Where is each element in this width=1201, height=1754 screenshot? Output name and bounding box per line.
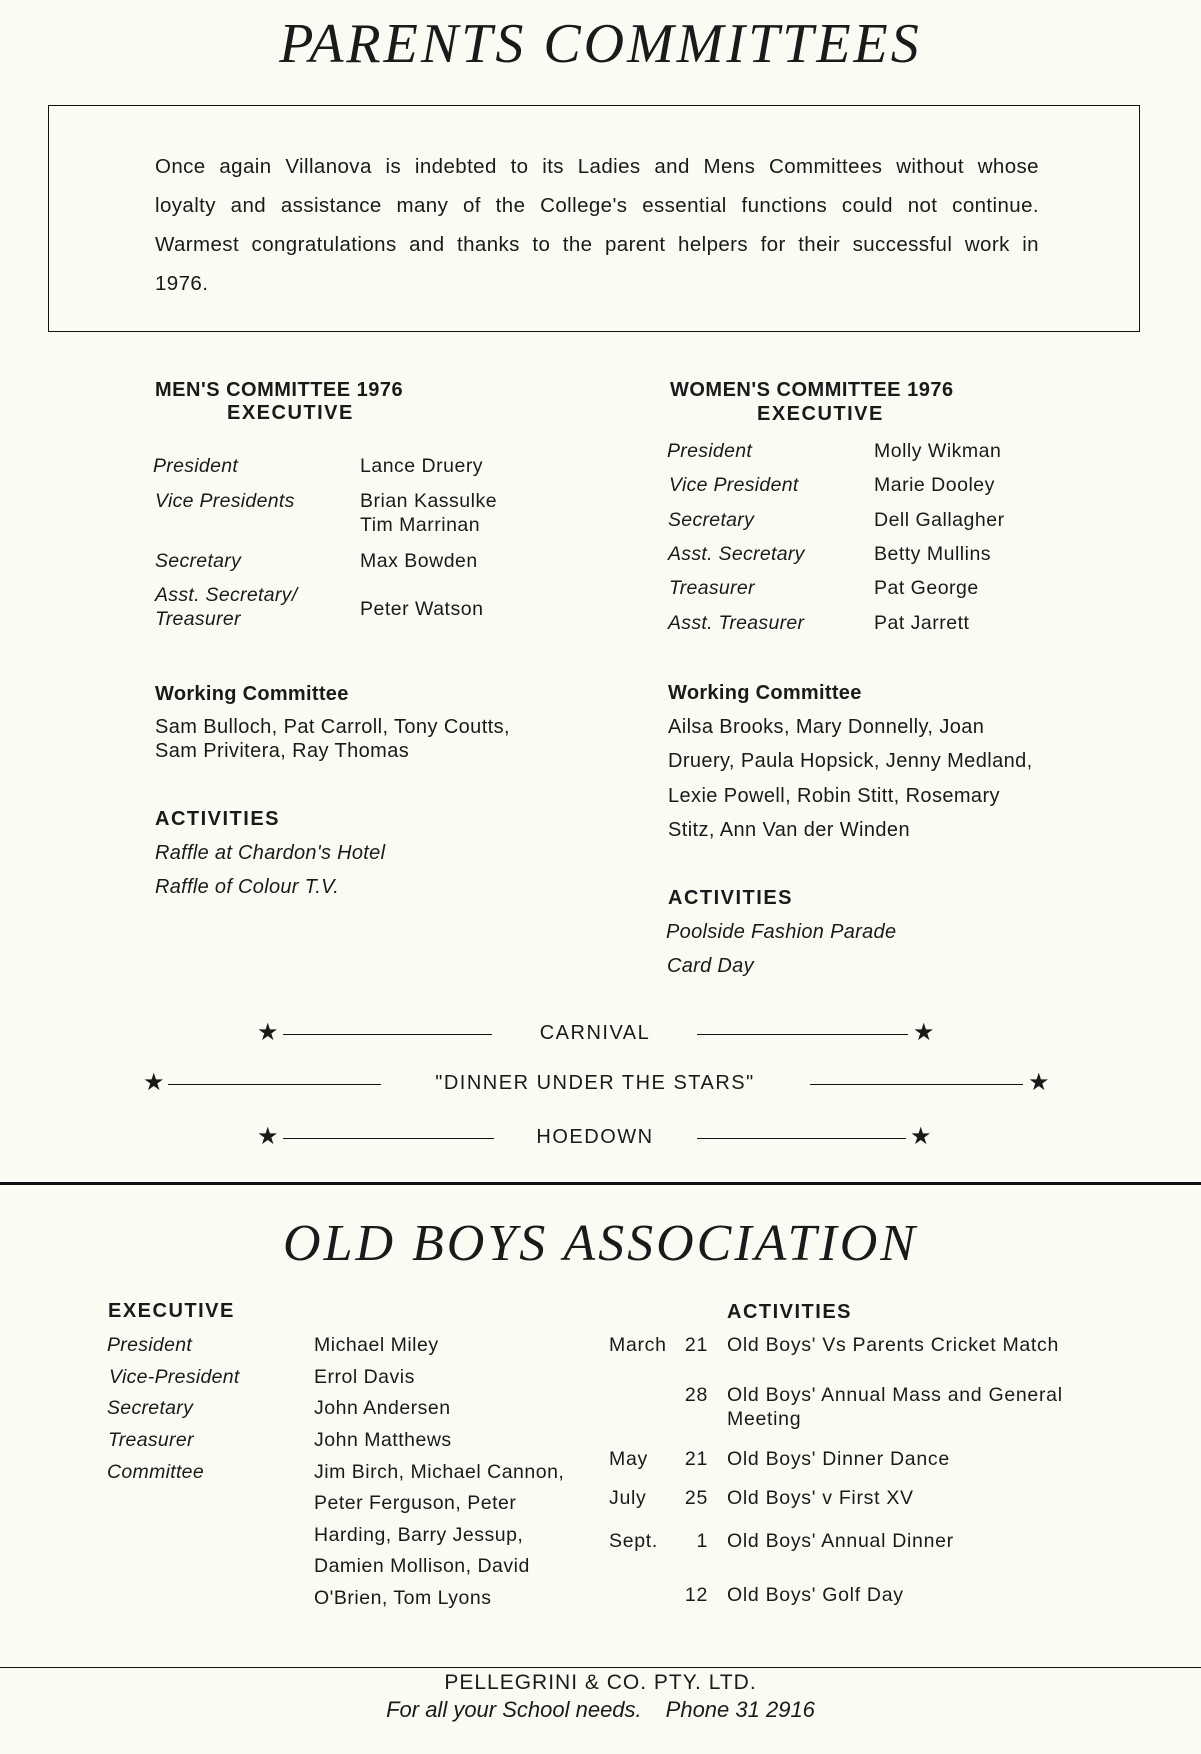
footer-company: PELLEGRINI & CO. PTY. LTD. [444,1671,757,1694]
intro-box [48,105,1140,332]
role-value: Betty Mullins [874,543,992,565]
role-value: Brian Kassulke [360,490,498,512]
activities-heading: ACTIVITIES [727,1301,853,1323]
role-value: Pat Jarrett [874,612,970,634]
divider-line [697,1034,908,1035]
womens-working-heading: Working Committee [668,682,862,704]
role-label: Vice President [669,474,799,496]
star-icon: ★ [1028,1069,1050,1096]
intro-line: Once again Villanova is indebted to its Ladies and Mens Committees without whose [155,155,1039,178]
mens-working-heading: Working Committee [155,683,349,705]
role-label: Vice Presidents [155,490,295,512]
role-value: Marie Dooley [874,474,995,496]
intro-line: Warmest congratulations and thanks to the parent helpers for their successful work in [155,233,1039,256]
page-title: PARENTS COMMITTEES [279,13,922,75]
activity-month: May [609,1448,648,1470]
activity-month: March [609,1334,667,1356]
section-divider [0,1182,1201,1185]
activity-event: Old Boys' v First XV [727,1487,914,1509]
womens-working-line: Ailsa Brooks, Mary Donnelly, Joan [668,716,985,738]
activity-day: 21 [684,1334,708,1356]
womens-working-line: Stitz, Ann Van der Winden [668,819,910,841]
mens-working-line: Sam Bulloch, Pat Carroll, Tony Coutts, [155,716,510,738]
activity-event: Old Boys' Annual Dinner [727,1530,954,1552]
mens-activity: Raffle at Chardon's Hotel [155,842,386,864]
committee-line: O'Brien, Tom Lyons [314,1587,492,1609]
mens-activities-heading: ACTIVITIES [155,808,281,830]
activity-day: 1 [696,1530,708,1552]
executive-heading: EXECUTIVE [108,1300,235,1322]
role-label: Asst. Secretary/ [155,584,298,606]
role-value: Dell Gallagher [874,509,1005,531]
divider-line [283,1034,492,1035]
role-value: Lance Druery [360,455,484,477]
star-icon: ★ [913,1019,935,1046]
womens-executive-heading: EXECUTIVE [757,403,884,425]
role-value: John Matthews [314,1429,452,1451]
womens-activity: Poolside Fashion Parade [666,921,897,943]
divider-line [810,1084,1023,1085]
activity-day: 25 [684,1487,708,1509]
activity-month: Sept. [609,1530,659,1552]
activity-event: Meeting [727,1408,802,1430]
role-label: Secretary [107,1397,194,1419]
role-label: Vice-President [109,1366,240,1388]
committee-line: Harding, Barry Jessup, [314,1524,524,1546]
divider-line [283,1138,494,1139]
role-label: Treasurer [108,1429,194,1451]
role-label: President [153,455,239,477]
role-value: Jim Birch, Michael Cannon, [314,1461,565,1483]
role-label: Asst. Treasurer [668,612,805,634]
activity-month: July [609,1487,647,1509]
womens-working-line: Lexie Powell, Robin Stitt, Rosemary [668,785,1000,807]
role-label: Treasurer [669,577,755,599]
footer-divider [0,1667,1201,1668]
footer-tagline: For all your School needs. [386,1697,642,1722]
activity-day: 28 [684,1384,708,1406]
activity-day: 21 [684,1448,708,1470]
star-icon: ★ [257,1123,279,1150]
event-hoedown: HOEDOWN [536,1126,654,1148]
star-icon: ★ [257,1019,279,1046]
committee-line: Damien Mollison, David [314,1555,530,1577]
mens-committee-heading: MEN'S COMMITTEE 1976 [155,379,404,401]
mens-executive-heading: EXECUTIVE [227,402,354,424]
role-value: Pat George [874,577,979,599]
activity-event: Old Boys' Dinner Dance [727,1448,950,1470]
section-title: OLD BOYS ASSOCIATION [283,1215,918,1272]
role-value: Molly Wikman [874,440,1002,462]
footer-phone: Phone 31 2916 [665,1697,815,1722]
role-value: Errol Davis [314,1366,415,1388]
womens-activity: Card Day [667,955,754,977]
role-value: Max Bowden [360,550,478,572]
intro-line: loyalty and assistance many of the College's essential functions could not continue. [155,194,1039,217]
star-icon: ★ [143,1069,165,1096]
intro-line: 1976. [155,272,209,295]
womens-working-line: Druery, Paula Hopsick, Jenny Medland, [668,750,1033,772]
role-label: Secretary [155,550,242,572]
role-value: Tim Marrinan [360,514,481,536]
role-label: Treasurer [155,608,241,630]
event-carnival: CARNIVAL [539,1022,651,1044]
divider-line [168,1084,381,1085]
role-label: Asst. Secretary [668,543,805,565]
activity-event: Old Boys' Vs Parents Cricket Match [727,1334,1060,1356]
mens-working-line: Sam Privitera, Ray Thomas [155,740,410,762]
womens-committee-heading: WOMEN'S COMMITTEE 1976 [670,379,954,401]
committee-line: Peter Ferguson, Peter [314,1492,517,1514]
event-dinner: "DINNER UNDER THE STARS" [435,1072,755,1094]
role-label: Committee [107,1461,204,1483]
divider-line [697,1138,906,1139]
role-label: President [667,440,753,462]
mens-activity: Raffle of Colour T.V. [155,876,340,898]
role-label: Secretary [668,509,755,531]
activity-event: Old Boys' Annual Mass and General [727,1384,1063,1406]
activity-day: 12 [684,1584,708,1606]
footer-tagline-row [0,1697,1201,1723]
role-value: Peter Watson [360,598,484,620]
role-value: John Andersen [314,1397,451,1419]
role-value: Michael Miley [314,1334,439,1356]
role-label: President [107,1334,193,1356]
star-icon: ★ [910,1123,932,1150]
womens-activities-heading: ACTIVITIES [668,887,794,909]
activity-event: Old Boys' Golf Day [727,1584,904,1606]
